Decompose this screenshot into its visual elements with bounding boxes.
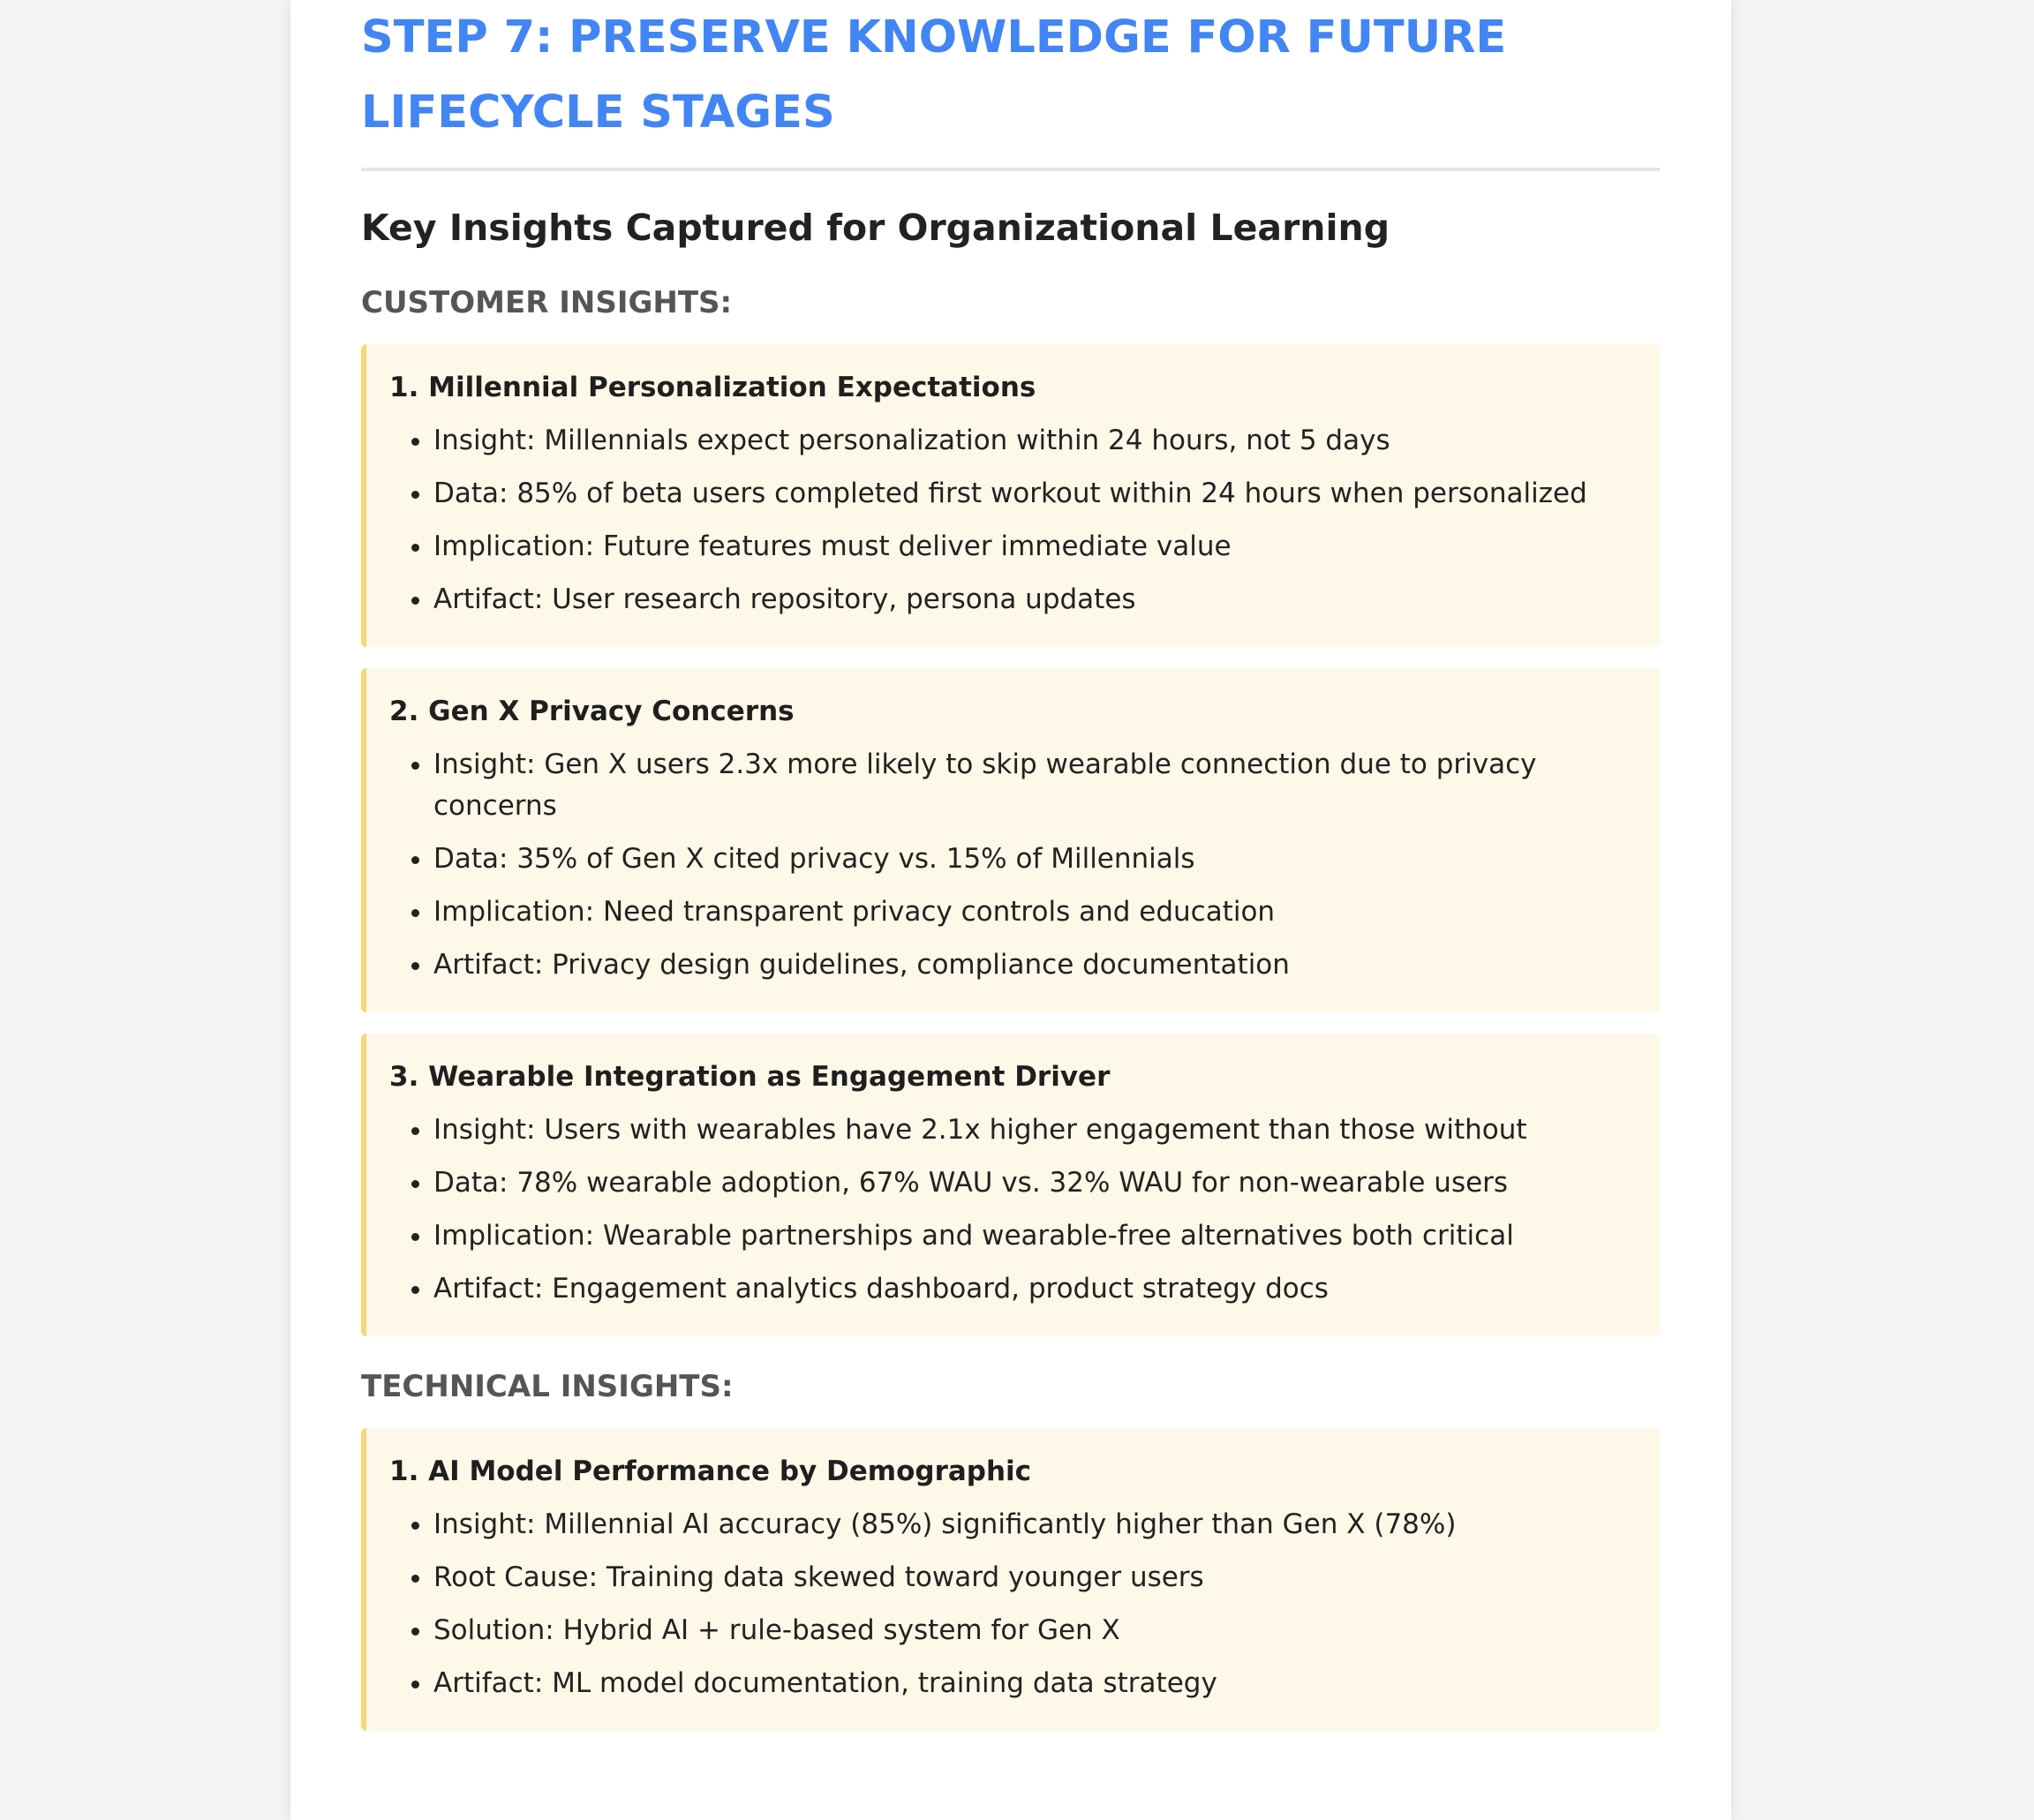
implication-item: • Implication: Future features must deliver immediate value — [433, 526, 1635, 568]
insight-card-title: 3. Wearable Integration as Engagement Driver — [389, 1061, 1111, 1093]
artifact-item: • Artifact: User research repository, persona updates — [433, 579, 1635, 620]
section-heading: Key Insights Captured for Organizational Learning — [361, 207, 1390, 249]
insight-item: • Insight: Gen X users 2.3x more likely to skip wearable connection due to privacy concerns — [433, 744, 1635, 827]
insight-card-title: 1. Millennial Personalization Expectations — [389, 372, 1036, 403]
customer-insights-heading: CUSTOMER INSIGHTS: — [361, 285, 733, 320]
root-cause-item: • Root Cause: Training data skewed toward younger users — [433, 1557, 1635, 1598]
insight-card — [361, 668, 1660, 1012]
insight-list — [389, 1504, 1635, 1704]
technical-insights-heading: TECHNICAL INSIGHTS: — [361, 1369, 734, 1404]
data-item: • Data: 35% of Gen X cited privacy vs. 15% of Millennials — [433, 839, 1635, 880]
implication-item: • Implication: Wearable partnerships and wearable-free alternatives both critical — [433, 1215, 1635, 1257]
document-page — [290, 0, 1731, 1820]
artifact-item: • Artifact: Privacy design guidelines, compliance documentation — [433, 944, 1635, 986]
artifact-item: • Artifact: ML model documentation, training data strategy — [433, 1663, 1635, 1704]
insight-list — [389, 1109, 1635, 1310]
document-content — [361, 0, 1660, 1731]
insight-item: • Insight: Millennials expect personalization within 24 hours, not 5 days — [433, 420, 1635, 462]
insight-card — [361, 1034, 1660, 1336]
data-item: • Data: 85% of beta users completed first workout within 24 hours when personalized — [433, 473, 1635, 515]
artifact-item: • Artifact: Engagement analytics dashboard, product strategy docs — [433, 1268, 1635, 1310]
insight-item: • Insight: Millennial AI accuracy (85%) significantly higher than Gen X (78%) — [433, 1504, 1635, 1545]
solution-item: • Solution: Hybrid AI + rule-based system for Gen X — [433, 1610, 1635, 1651]
insight-list — [389, 744, 1635, 986]
data-item: • Data: 78% wearable adoption, 67% WAU vs. 32% WAU for non-wearable users — [433, 1162, 1635, 1204]
insight-card-title: 2. Gen X Privacy Concerns — [389, 696, 795, 727]
insight-card — [361, 1428, 1660, 1731]
implication-item: • Implication: Need transparent privacy controls and education — [433, 891, 1635, 933]
insight-card — [361, 344, 1660, 647]
insight-list — [389, 420, 1635, 620]
insight-card-title: 1. AI Model Performance by Demographic — [389, 1455, 1032, 1487]
page-title: STEP 7: PRESERVE KNOWLEDGE FOR FUTURE LIFECYCLE STAGES — [361, 0, 1660, 171]
insight-item: • Insight: Users with wearables have 2.1x higher engagement than those without — [433, 1109, 1635, 1151]
